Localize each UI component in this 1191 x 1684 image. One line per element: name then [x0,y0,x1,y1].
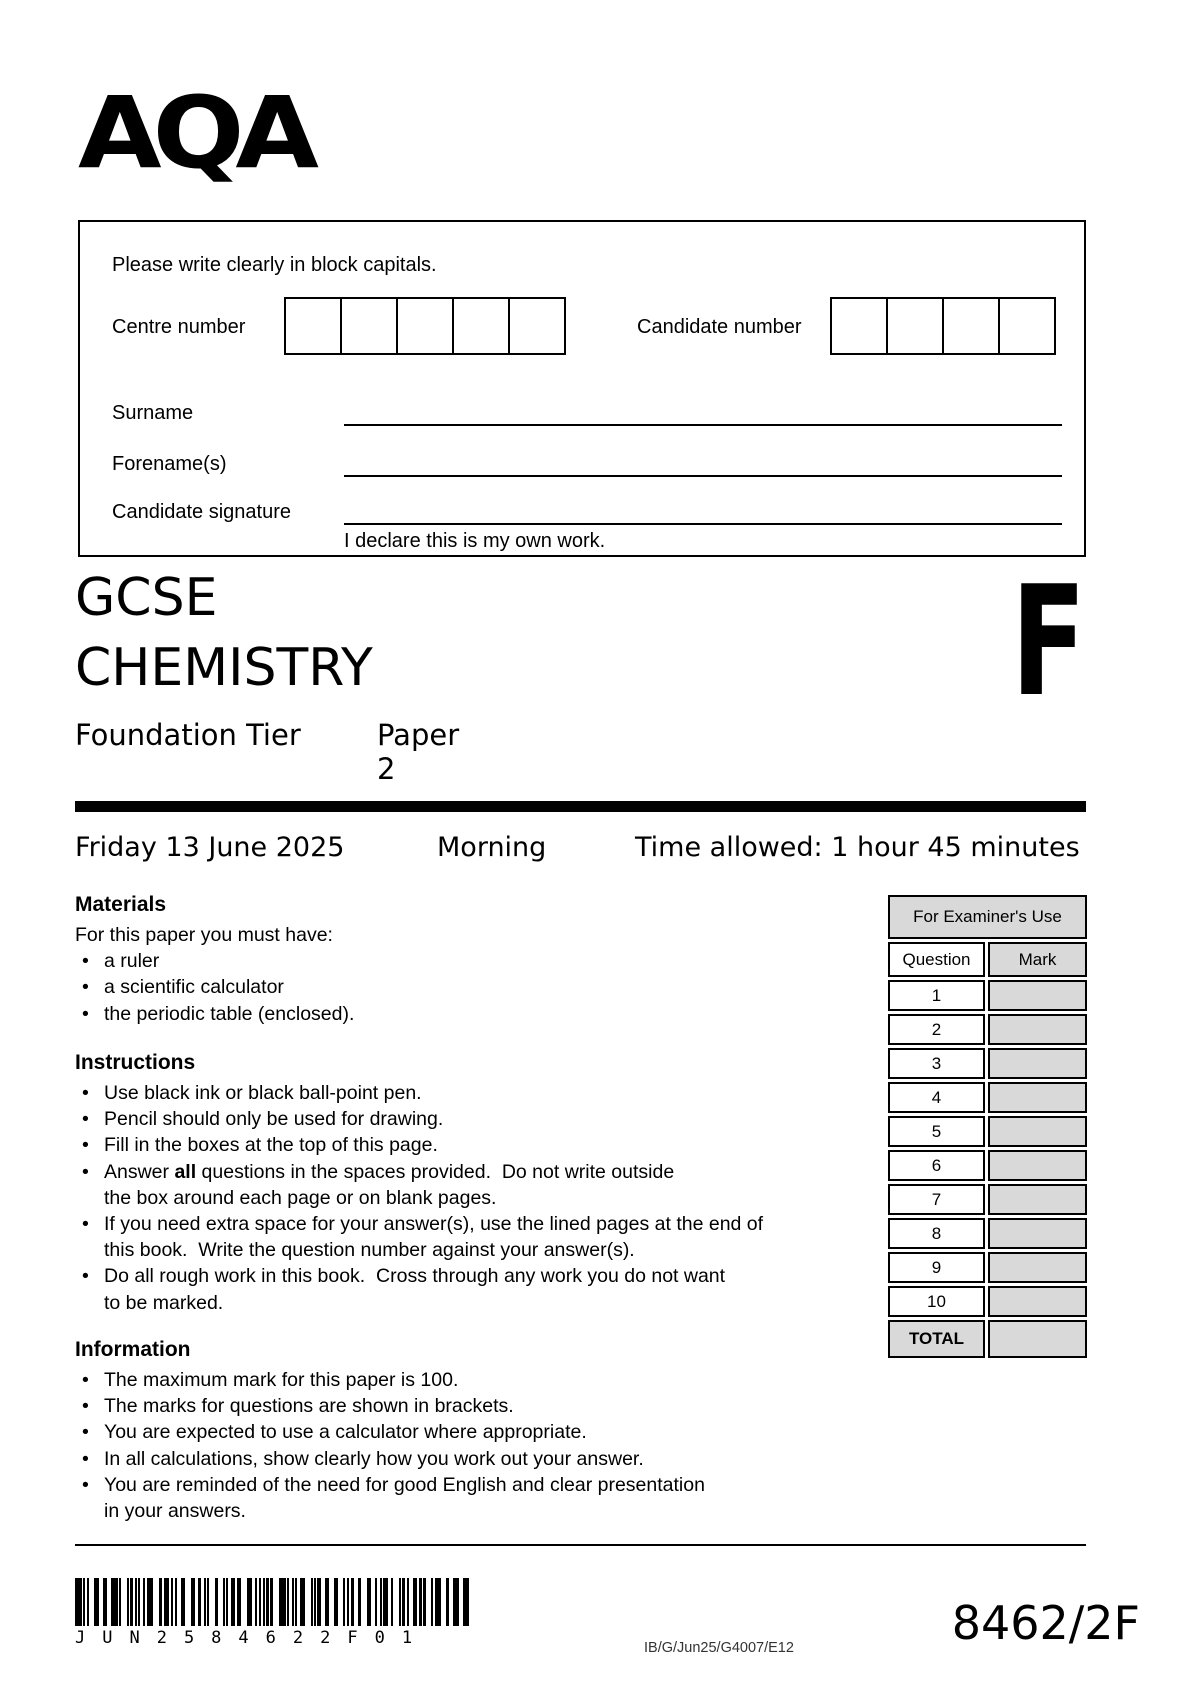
bullet-marker: • [82,1395,89,1418]
list-item [75,1082,905,1108]
information-text: You are reminded of the need for good English and clear presentation [104,1473,705,1496]
instructions-heading: Instructions [75,1051,196,1074]
surname-label: Surname [112,402,194,424]
bullet-marker: • [82,1473,89,1496]
question-number-cell: 10 [888,1286,985,1317]
thick-divider-rule [75,801,1086,812]
centre-number-cell[interactable] [452,297,510,355]
surname-input-line[interactable] [344,424,1062,426]
instruction-text: this book. Write the question number against your answer(s). [104,1239,635,1262]
materials-intro [75,924,905,950]
instruction-text: Use black ink or black ball-point pen. [104,1082,422,1104]
instruction-text: Answer [104,1160,175,1183]
list-item [75,1213,905,1239]
question-number-cell: 4 [888,1082,985,1113]
list-item [75,950,905,976]
instruction-text: Pencil should only be used for drawing. [104,1108,444,1131]
information-section [75,1338,905,1526]
bullet-spacer [82,1500,104,1526]
candidate-number-cell[interactable] [886,297,944,355]
information-text: In all calculations, show clearly how you work out your answer. [104,1447,644,1470]
list-item [75,1003,905,1029]
aqa-logo: AQA [78,75,310,191]
footer-reference-code: IB/G/Jun25/G4007/E12 [644,1640,794,1656]
information-heading: Information [75,1338,191,1361]
bullet-marker: • [82,976,89,999]
bullet-marker: • [82,1108,89,1131]
signature-label: Candidate signature [112,501,292,523]
bullet-marker: • [82,1160,89,1183]
materials-section [75,893,905,1029]
tier-label: Foundation Tier [75,718,301,752]
list-item-continuation [75,1292,905,1318]
bullet-spacer [82,1292,104,1318]
bullet-marker: • [82,1421,89,1444]
signature-input-line[interactable] [344,523,1062,525]
instruction-text: to be marked. [104,1291,224,1314]
information-text: You are expected to use a calculator where appropriate. [104,1421,587,1444]
question-number-cell: 3 [888,1048,985,1079]
list-item-continuation [75,1239,905,1265]
list-item-continuation [75,1500,905,1526]
tier-letter: F [1011,553,1086,730]
paper-code: 8462/2F [951,1596,1140,1650]
candidate-number-cell[interactable] [830,297,888,355]
candidate-details-box [78,220,1086,557]
mark-column-header: Mark [988,942,1087,977]
instruction-text: Do all rough work in this book. Cross through any work you do not want [104,1265,726,1288]
bullet-marker: • [82,1265,89,1288]
declaration-text: I declare this is my own work. [344,530,606,552]
question-number-cell: 7 [888,1184,985,1215]
tier-paper-line [75,718,460,786]
question-number-cell: 5 [888,1116,985,1147]
centre-number-label: Centre number [112,316,246,338]
list-item [75,1448,905,1474]
question-number-cell: 8 [888,1218,985,1249]
bullet-marker: • [82,1212,89,1235]
mark-cell [988,1150,1087,1181]
mark-cell [988,1014,1087,1045]
candidate-number-cell[interactable] [998,297,1056,355]
bullet-marker: • [82,1369,89,1391]
bullet-marker: • [82,1002,89,1025]
time-allowed: Time allowed: 1 hour 45 minutes [635,832,1080,863]
materials-item: the periodic table (enclosed). [104,1002,355,1025]
bullet-marker: • [82,1082,89,1104]
exam-date: Friday 13 June 2025 [75,832,345,863]
list-item-continuation [75,1187,905,1213]
instruction-text: Fill in the boxes at the top of this page. [104,1134,438,1157]
instruction-text: If you need extra space for your answer(s), use the lined pages at the end of [104,1212,764,1235]
materials-item: a scientific calculator [104,976,284,999]
mark-cell [988,1218,1087,1249]
subject-title: CHEMISTRY [75,638,373,698]
qualification-title: GCSE [75,568,218,628]
paper-label: Paper 2 [377,718,460,786]
list-item [75,976,905,1002]
list-item [75,1395,905,1421]
mark-cell [988,980,1087,1011]
information-text: The marks for questions are shown in brackets. [104,1395,514,1418]
mark-cell [988,1184,1087,1215]
bullet-marker: • [82,1134,89,1157]
mark-cell [988,1048,1087,1079]
bullet-marker: • [82,950,89,973]
question-number-cell: 6 [888,1150,985,1181]
mark-cell [988,1116,1087,1147]
information-text: in your answers. [104,1499,246,1522]
instructions-section [75,1051,905,1318]
question-number-cell: 2 [888,1014,985,1045]
examiner-use-table [888,895,1087,1358]
information-text: The maximum mark for this paper is 100. [104,1369,459,1391]
total-mark-cell [988,1320,1087,1358]
mark-cell [988,1252,1087,1283]
question-number-cell: 9 [888,1252,985,1283]
mark-cell [988,1286,1087,1317]
barcode [75,1578,469,1626]
list-item [75,1369,905,1395]
centre-number-cells [284,297,566,355]
list-item [75,1265,905,1291]
list-item [75,1134,905,1160]
barcode-text: JUN2584622F01 [75,1628,430,1648]
total-label-cell: TOTAL [888,1320,985,1358]
question-column-header: Question [888,942,985,977]
materials-intro-text: For this paper you must have: [75,924,333,946]
candidate-number-label: Candidate number [637,316,802,338]
centre-number-cell[interactable] [508,297,566,355]
bullet-spacer [82,1187,104,1213]
examiner-table-title: For Examiner's Use [888,895,1087,939]
centre-number-cell[interactable] [396,297,454,355]
materials-heading: Materials [75,893,167,916]
forenames-label: Forename(s) [112,453,227,475]
instruction-text: the box around each page or on blank pages. [104,1186,497,1209]
bullet-marker: • [82,1447,89,1470]
list-item [75,1474,905,1500]
list-item [75,1108,905,1134]
candidate-number-cells [830,297,1056,355]
candidate-number-cell[interactable] [942,297,1000,355]
centre-number-cell[interactable] [340,297,398,355]
exam-session: Morning [437,832,547,863]
block-capitals-notice: Please write clearly in block capitals. [112,254,437,276]
instruction-text-bold: all [174,1160,197,1183]
list-item [75,1161,905,1187]
footer-divider-rule [75,1544,1086,1546]
centre-number-cell[interactable] [284,297,342,355]
question-number-cell: 1 [888,980,985,1011]
bullet-spacer [82,1239,104,1265]
materials-item: a ruler [104,950,160,973]
list-item [75,1421,905,1447]
mark-cell [988,1082,1087,1113]
forenames-input-line[interactable] [344,475,1062,477]
instruction-text: questions in the spaces provided. Do not write outside [196,1160,675,1183]
